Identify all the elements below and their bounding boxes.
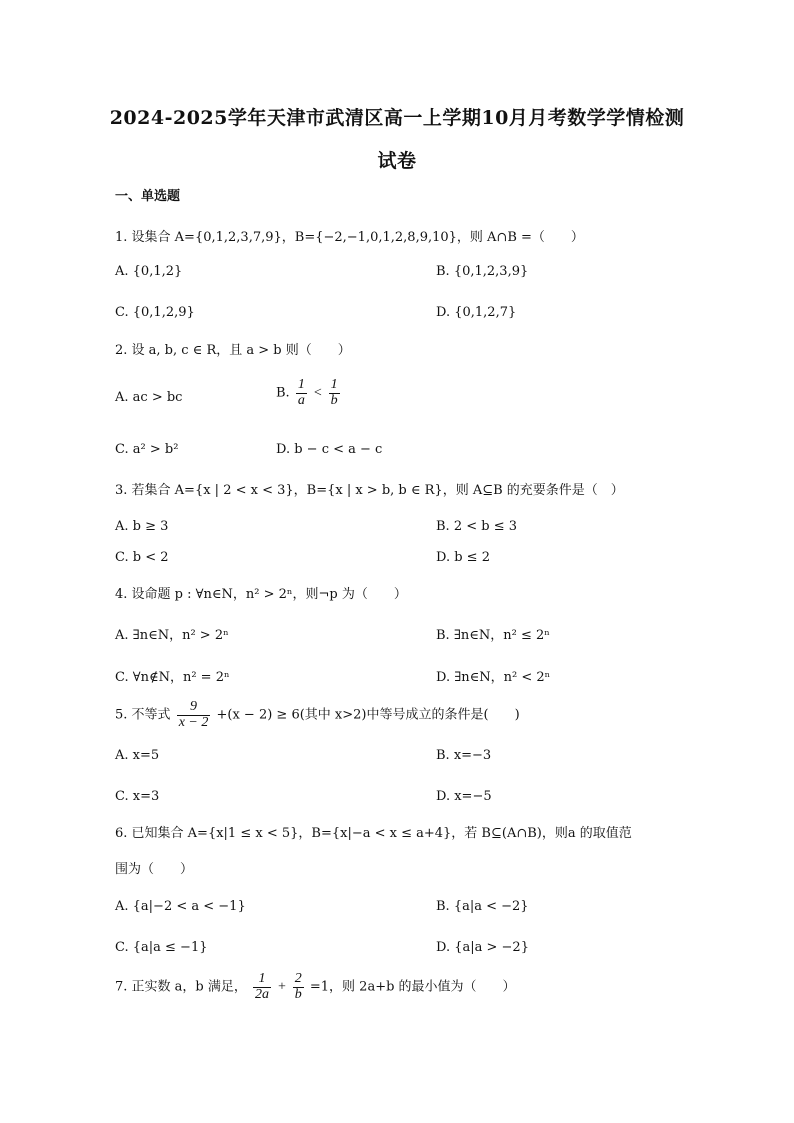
question-2-option-c: C. a² > b² — [115, 442, 179, 457]
question-2-option-d: D. b − c < a − c — [276, 442, 383, 457]
question-4-stem: 4. 设命题 p : ∀n∈N，n² > 2ⁿ，则¬p 为（ ） — [115, 587, 407, 602]
question-5-option-c: C. x=3 — [115, 789, 160, 804]
fraction-numerator: 9 — [177, 700, 211, 716]
question-3-option-d: D. b ≤ 2 — [436, 550, 490, 565]
question-5-option-a: A. x=5 — [115, 748, 160, 763]
question-5-stem-suffix: +(x − 2) ≥ 6(其中 x>2)中等号成立的条件是( ) — [216, 707, 520, 723]
question-4-option-d: D. ∃n∈N，n² < 2ⁿ — [436, 670, 551, 685]
question-1-stem: 1. 设集合 A={0,1,2,3,7,9}，B={−2,−1,0,1,2,8,9,10}，则 A∩B =（ ） — [115, 230, 584, 245]
fraction-denominator: b — [330, 392, 338, 408]
fraction-denominator: x − 2 — [178, 714, 209, 730]
question-5-option-d: D. x=−5 — [436, 789, 492, 804]
fraction — [293, 972, 304, 1002]
question-4-option-a: A. ∃n∈N，n² > 2ⁿ — [115, 628, 229, 643]
question-7-stem — [115, 972, 516, 1002]
fraction-numerator: 1 — [297, 377, 305, 392]
question-1-option-a: A. {0,1,2} — [115, 264, 183, 279]
question-3-option-c: C. b < 2 — [115, 550, 169, 565]
question-3-stem: 3. 若集合 A={x | 2 < x < 3}，B={x | x > b, b ∈ R}，则 A⊆B 的充要条件是（ ） — [115, 483, 624, 498]
question-6-stem-continued: 围为（ ） — [115, 862, 194, 877]
fraction — [253, 972, 271, 1002]
fraction-denominator: b — [294, 986, 302, 1002]
question-6-option-a: A. {a|−2 < a < −1} — [115, 899, 246, 914]
question-7-stem-suffix: =1，则 2a+b 的最小值为（ ） — [309, 979, 516, 995]
fraction-numerator: 1 — [253, 972, 271, 988]
fraction — [177, 700, 211, 730]
question-6-option-b: B. {a|a < −2} — [436, 899, 529, 914]
question-4-option-c: C. ∀n∉N，n² = 2ⁿ — [115, 670, 230, 685]
question-1-option-c: C. {0,1,2,9} — [115, 305, 195, 320]
question-3-option-b: B. 2 < b ≤ 3 — [436, 519, 517, 534]
question-5-stem-prefix: 5. 不等式 — [115, 707, 171, 723]
fraction-numerator: 1 — [330, 377, 338, 392]
document-title-continued: 试卷 — [377, 150, 417, 172]
fraction-denominator: a — [297, 392, 305, 408]
fraction-denominator: 2a — [255, 986, 270, 1002]
question-6-option-d: D. {a|a > −2} — [436, 940, 529, 955]
operator: < — [312, 385, 323, 401]
section-heading: 一、单选题 — [115, 189, 181, 204]
question-2-option-a: A. ac > bc — [115, 390, 183, 405]
question-1-option-d: D. {0,1,2,7} — [436, 305, 517, 320]
question-6-stem: 6. 已知集合 A={x|1 ≤ x < 5}，B={x|−a < x ≤ a+4}，若 B⊆(A∩B)，则a 的取值范 — [115, 826, 632, 841]
fraction-numerator: 2 — [294, 971, 302, 986]
question-7-stem-prefix: 7. 正实数 a，b 满足， — [115, 979, 247, 995]
question-2-option-b — [276, 378, 342, 408]
operator: + — [277, 979, 287, 995]
question-5-option-b: B. x=−3 — [436, 748, 492, 763]
document-title: 2024-2025学年天津市武清区高一上学期10月月考数学学情检测 — [109, 107, 685, 129]
fraction — [296, 378, 307, 408]
question-5-stem — [115, 700, 520, 730]
question-3-option-a: A. b ≥ 3 — [115, 519, 169, 534]
question-2-option-b-label: B. — [276, 385, 290, 401]
question-1-option-b: B. {0,1,2,3,9} — [436, 264, 529, 279]
question-4-option-b: B. ∃n∈N，n² ≤ 2ⁿ — [436, 628, 550, 643]
fraction — [329, 378, 340, 408]
question-2-stem: 2. 设 a, b, c ∈ R，且 a > b 则（ ） — [115, 343, 351, 358]
question-6-option-c: C. {a|a ≤ −1} — [115, 940, 208, 955]
